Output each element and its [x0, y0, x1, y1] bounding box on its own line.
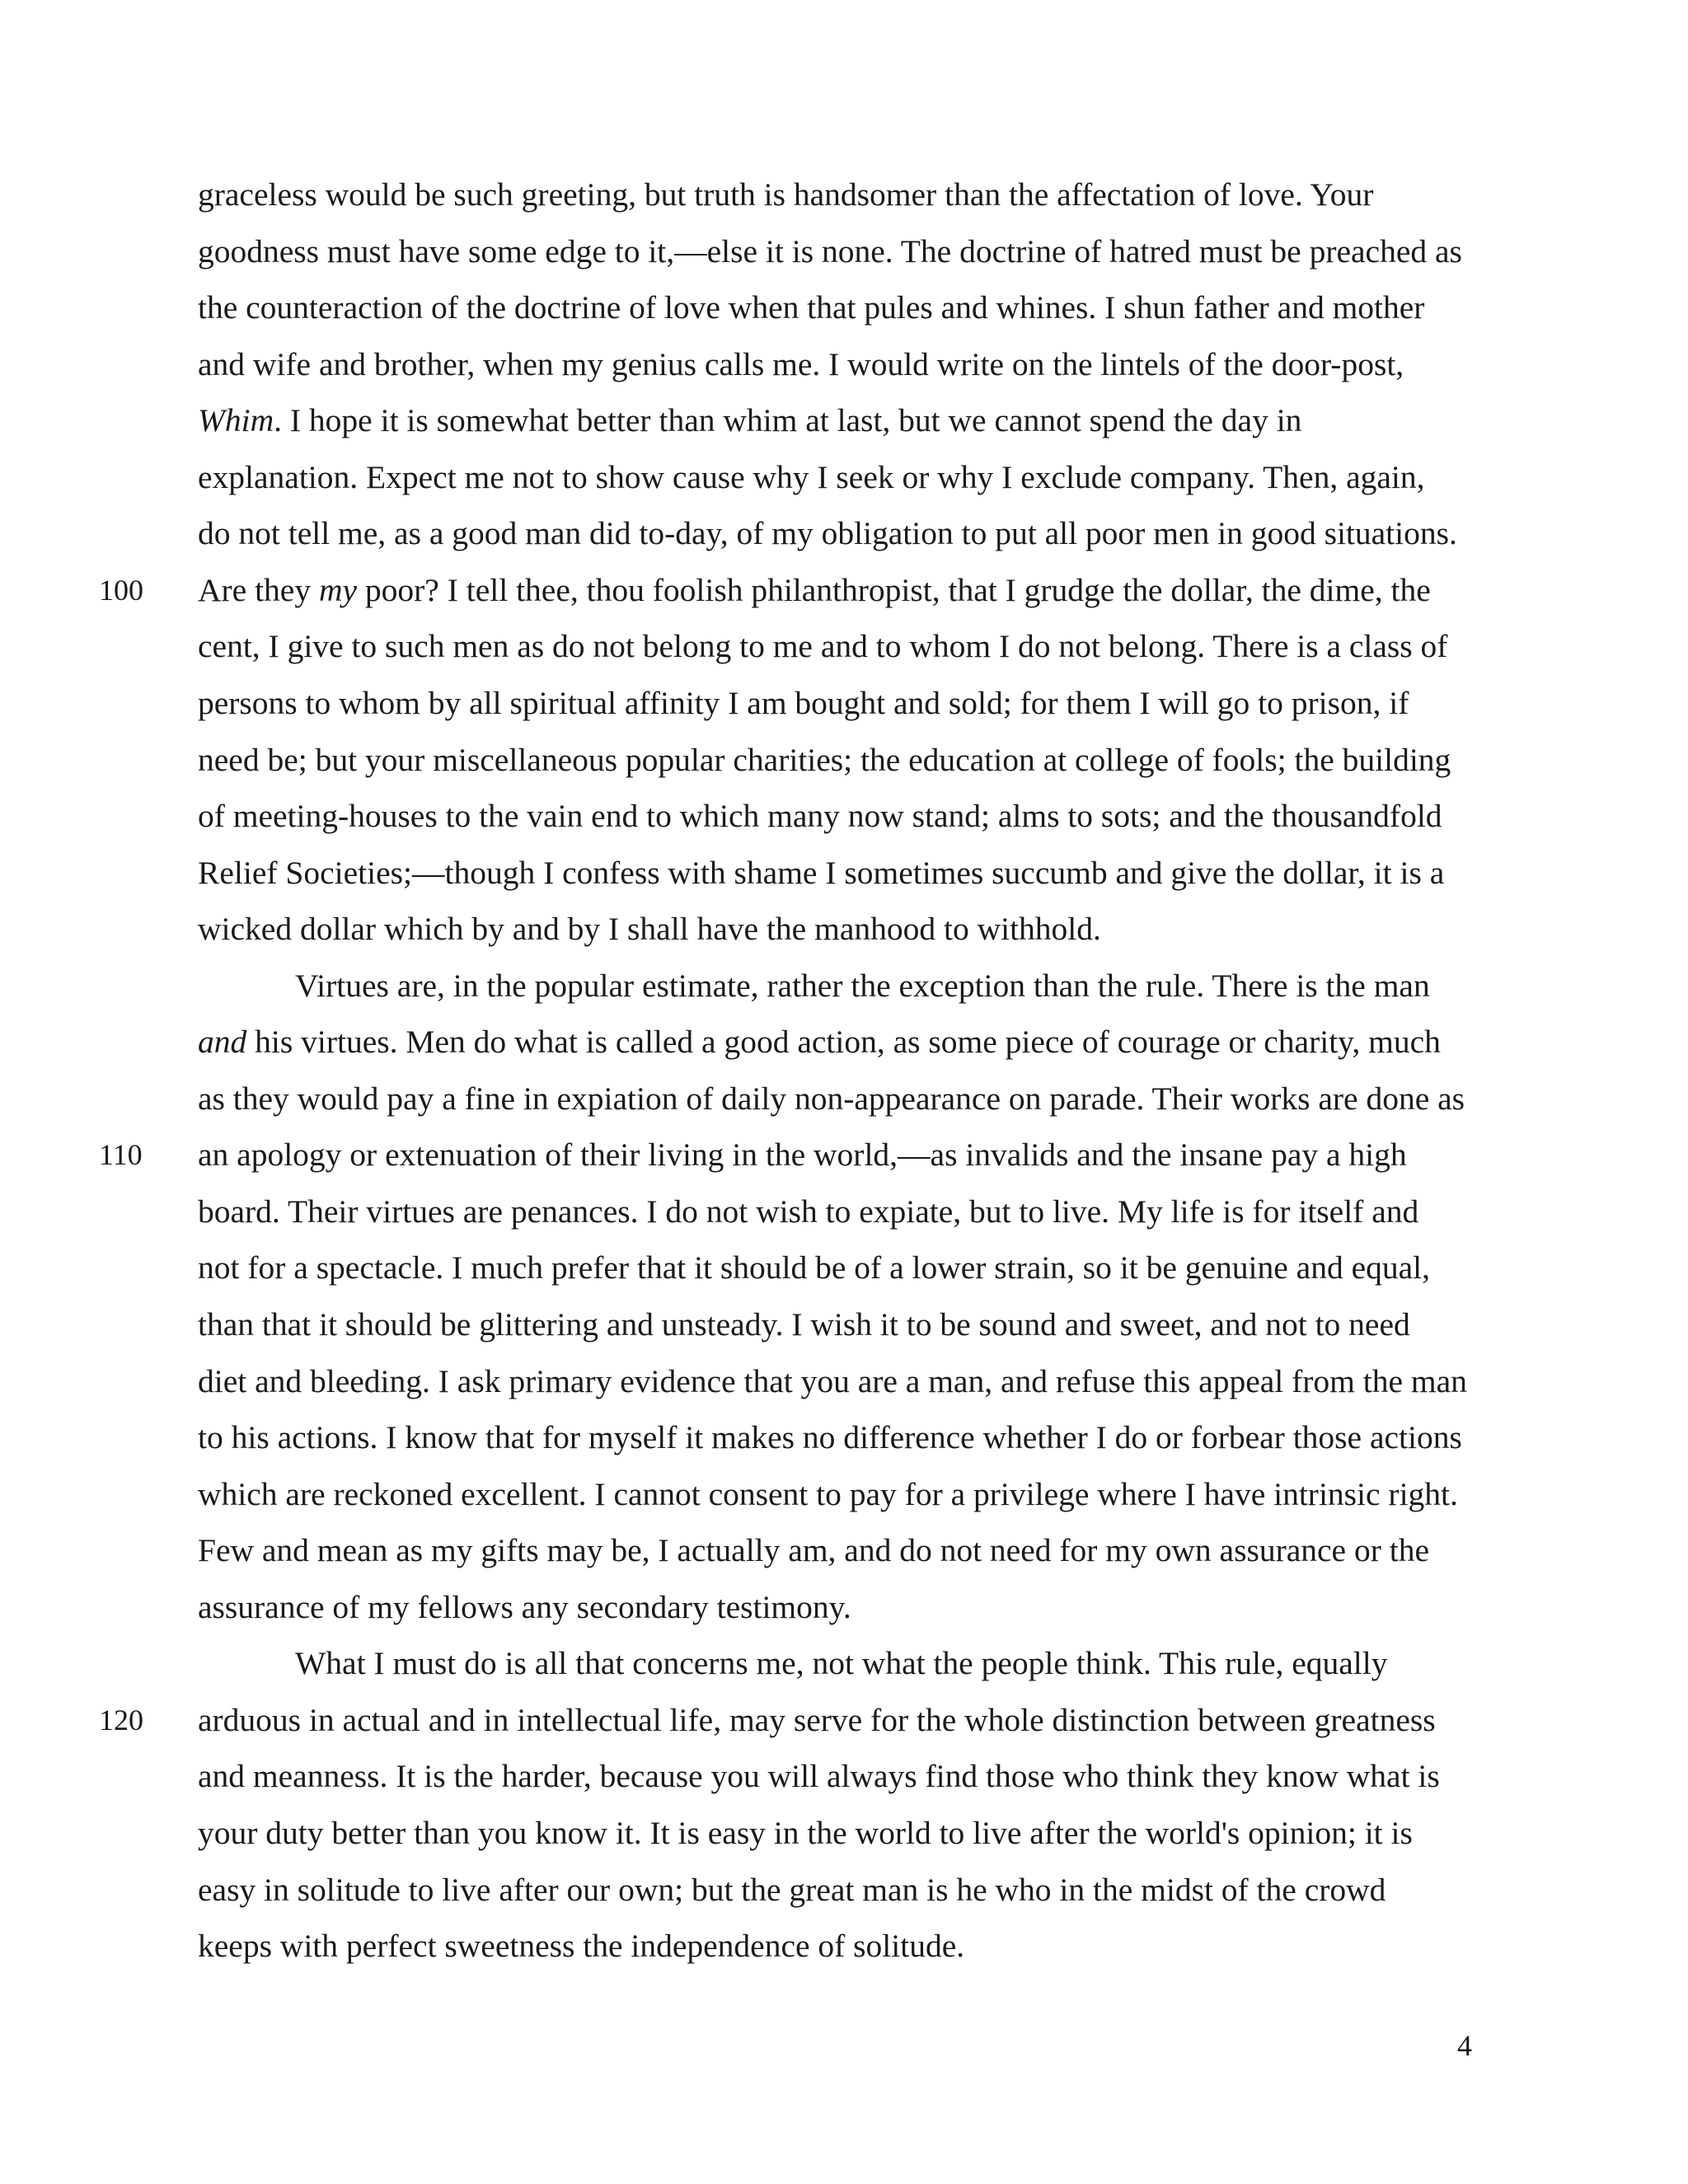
text-segment: poor? I tell thee, thou foolish philanthropist, that I grudge the dollar, the dime, the	[357, 571, 1431, 608]
text-segment: do not tell me, as a good man did to-day, of my obligation to put all poor men in good situations.	[198, 515, 1457, 552]
text-line	[198, 1700, 1436, 1740]
text-line	[198, 232, 1462, 271]
text-segment: goodness must have some edge to it,—else it is none. The doctrine of hatred must be preached as	[198, 232, 1462, 269]
text-segment: and meanness. It is the harder, because you will always find those who think they know what is	[198, 1758, 1440, 1795]
text-line	[198, 1587, 851, 1627]
text-line	[198, 1926, 964, 1966]
text-segment: explanation. Expect me not to show cause why I seek or why I exclude company. Then, again,	[198, 458, 1425, 495]
text-segment: What I must do is all that concerns me, not what the people think. This rule, equally	[295, 1645, 1388, 1682]
line-number: 100	[99, 573, 143, 607]
italic-text: my	[318, 571, 358, 608]
text-line	[295, 966, 1430, 1005]
text-line	[198, 1022, 1441, 1062]
text-segment: assurance of my fellows any secondary testimony.	[198, 1588, 851, 1625]
text-segment: persons to whom by all spiritual affinity I am bought and sold; for them I will go to prison, if	[198, 684, 1409, 721]
text-line	[198, 1079, 1465, 1118]
italic-text: and	[198, 1024, 247, 1061]
text-segment: your duty better than you know it. It is easy in the world to live after the world's opinion; it is	[198, 1814, 1413, 1851]
text-line	[198, 1756, 1440, 1796]
text-segment: the counteraction of the doctrine of love when that pules and whines. I shun father and mother	[198, 289, 1425, 326]
text-line	[198, 1135, 1407, 1174]
text-segment: keeps with perfect sweetness the independence of solitude.	[198, 1928, 965, 1965]
text-line	[198, 853, 1444, 893]
text-segment: wicked dollar which by and by I shall have the manhood to withhold.	[198, 911, 1101, 948]
text-segment: need be; but your miscellaneous popular charities; the education at college of fools; the building	[198, 741, 1451, 778]
text-line	[198, 401, 1301, 440]
text-segment: not for a spectacle. I much prefer that it should be of a lower strain, so it be genuine and equal,	[198, 1249, 1431, 1286]
text-line	[198, 1813, 1413, 1853]
text-segment: which are reckoned excellent. I cannot consent to pay for a privilege where I have intrinsic right.	[198, 1475, 1458, 1512]
text-segment: cent, I give to such men as do not belong to me and to whom I do not belong. There is a class of	[198, 628, 1448, 665]
text-line	[198, 626, 1447, 666]
text-line	[295, 1643, 1388, 1683]
text-segment: diet and bleeding. I ask primary evidence that you are a man, and refuse this appeal from the man	[198, 1362, 1467, 1399]
text-segment: graceless would be such greeting, but truth is handsomer than the affectation of love. Your	[198, 176, 1374, 213]
text-segment: his virtues. Men do what is called a good action, as some piece of courage or charity, much	[246, 1024, 1441, 1061]
text-segment: . I hope it is somewhat better than whim at last, but we cannot spend the day in	[274, 402, 1302, 439]
text-segment: and wife and brother, when my genius calls me. I would write on the lintels of the door-post,	[198, 345, 1404, 382]
text-line	[198, 1248, 1430, 1287]
text-line	[198, 175, 1373, 214]
text-segment: Few and mean as my gifts may be, I actually am, and do not need for my own assurance or the	[198, 1532, 1429, 1569]
line-number: 120	[99, 1703, 143, 1736]
text-segment: as they would pay a fine in expiation of daily non-appearance on parade. Their works are done as	[198, 1080, 1465, 1117]
page-number: 4	[1457, 2029, 1472, 2062]
text-segment: Relief Societies;—though I confess with shame I sometimes succumb and give the dollar, it is a	[198, 854, 1445, 891]
italic-text: Whim	[198, 402, 274, 439]
line-number: 110	[99, 1138, 143, 1172]
text-segment: Are they	[198, 571, 319, 608]
text-line	[198, 1305, 1410, 1344]
text-segment: than that it should be glittering and unsteady. I wish it to be sound and sweet, and not to need	[198, 1306, 1410, 1343]
text-line	[198, 288, 1424, 327]
text-line	[198, 1361, 1467, 1401]
text-segment: an apology or extenuation of their living in the world,—as invalids and the insane pay a high	[198, 1137, 1407, 1174]
text-segment: Virtues are, in the popular estimate, rather the exception than the rule. There is the man	[295, 967, 1430, 1004]
text-line	[198, 683, 1409, 723]
text-line	[198, 796, 1442, 836]
text-line	[198, 570, 1431, 610]
text-segment: board. Their virtues are penances. I do not wish to expiate, but to live. My life is for itself and	[198, 1193, 1419, 1230]
text-line	[198, 1418, 1462, 1457]
text-segment: easy in solitude to live after our own; but the great man is he who in the midst of the crowd	[198, 1871, 1386, 1908]
text-line	[198, 513, 1457, 553]
text-line	[198, 909, 1101, 949]
text-segment: of meeting-houses to the vain end to which many now stand; alms to sots; and the thousandfold	[198, 798, 1442, 835]
text-line	[198, 1870, 1386, 1910]
text-line	[198, 344, 1404, 384]
text-line	[198, 1474, 1458, 1514]
text-line	[198, 740, 1451, 780]
text-line	[198, 1530, 1429, 1570]
text-segment: arduous in actual and in intellectual life, may serve for the whole distinction between greatness	[198, 1701, 1436, 1738]
text-line	[198, 1192, 1418, 1231]
text-line	[198, 457, 1424, 497]
text-segment: to his actions. I know that for myself it makes no difference whether I do or forbear those actions	[198, 1419, 1462, 1456]
